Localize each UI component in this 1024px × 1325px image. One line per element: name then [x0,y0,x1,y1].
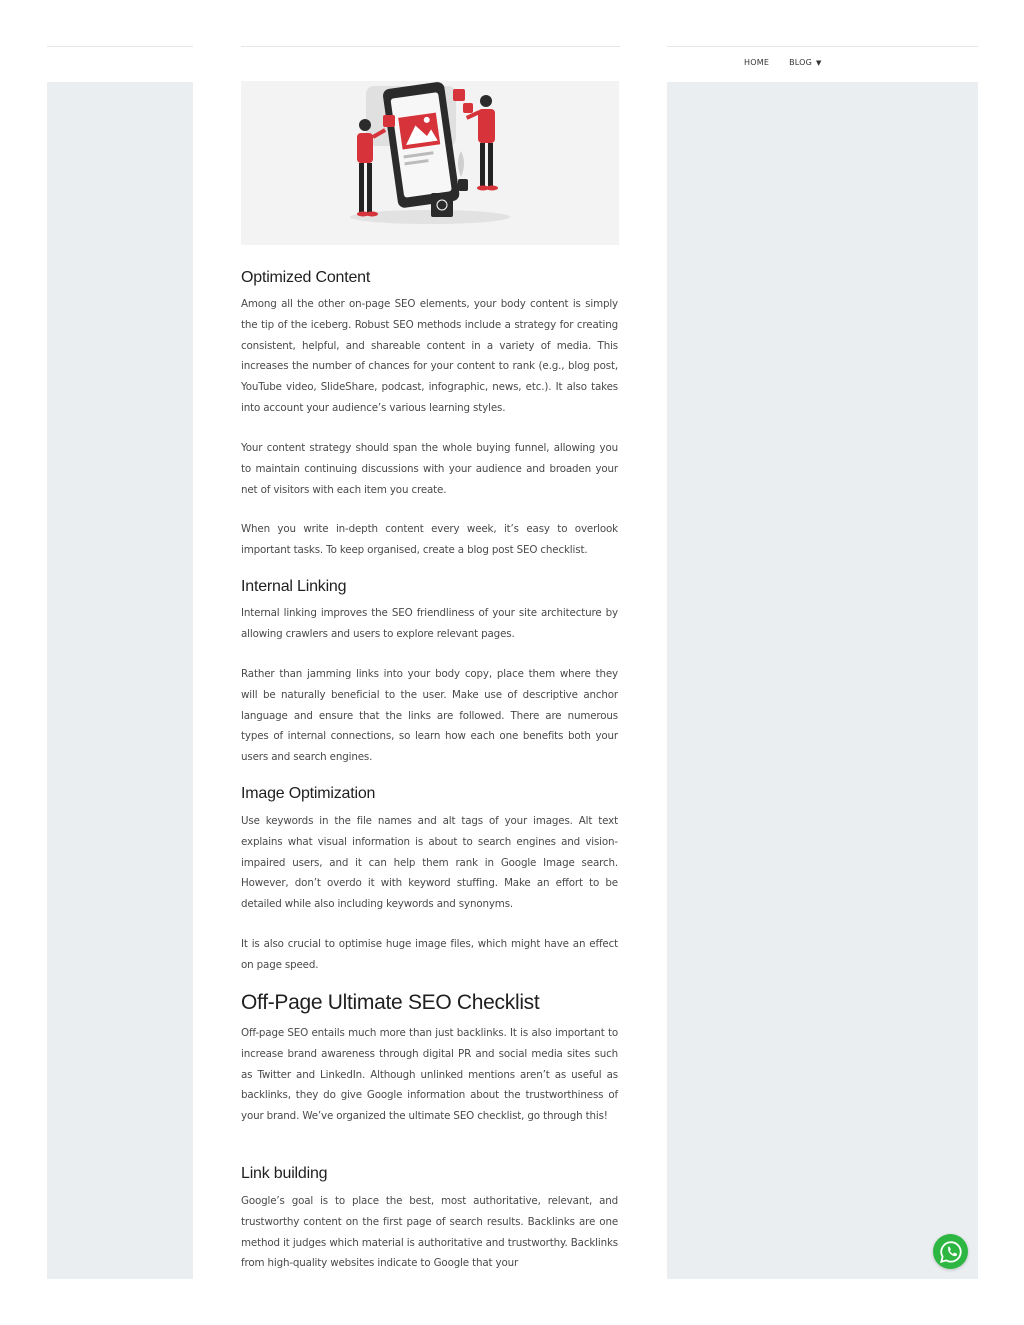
heading-optimized-content: Optimized Content [241,269,371,286]
nav-blog-dropdown[interactable] [789,58,822,67]
right-sidebar-background [667,81,978,1279]
header-left-segment [47,46,193,82]
paragraph: Among all the other on-page SEO elements, your body content is simply the tip of the iceberg. Robust SEO methods include a strategy for creating consistent, helpful, and shareable content in a variety of media. This increases the number of chances for your content to rank (e.g., blog post, YouTube video, SlideShare, podcast, infographic, news, etc.). It also takes into account your audience’s various learning styles. [241,298,618,414]
main-nav [744,58,842,67]
optimized-content-body-3 [241,519,618,561]
whatsapp-icon [939,1240,963,1264]
whatsapp-chat-button[interactable] [933,1234,968,1269]
section-optimized-content [241,269,618,287]
heading-link-building: Link building [241,1165,328,1182]
heading-off-page-checklist: Off-Page Ultimate SEO Checklist [241,991,540,1014]
internal-linking-body-2 [241,664,618,768]
heading-internal-linking: Internal Linking [241,578,347,595]
off-page-body [241,1023,618,1127]
paragraph: Google’s goal is to place the best, most authoritative, relevant, and trustworthy content on the first page of search results. Backlinks are one method it judges which material is authoritative and trustworthy. Backlinks from high-quality websites indicate to Google that your [241,1195,618,1270]
paragraph: Off-page SEO entails much more than just backlinks. It is also important to increase brand awareness through digital PR and social media sites such as Twitter and LinkedIn. Although unlinked mentions aren’t as useful as backlinks, they do give Google information about the trustworthiness of your brand. We’ve organized the ultimate SEO checklist, go through this! [241,1027,618,1123]
caret-down-icon: ▼ [816,59,822,67]
paragraph: Your content strategy should span the whole buying funnel, allowing you to maintain continuing discussions with your audience and broaden your net of visitors with each item you create. [241,442,618,496]
section-image-optimization [241,785,618,803]
paragraph: Rather than jamming links into your body copy, place them where they will be naturally beneficial to the user. Make use of descriptive anchor language and ensure that the links are followed. There are numerous types of internal connections, so learn how each one benefits both your users and search engines. [241,668,618,764]
paragraph: Internal linking improves the SEO friendliness of your site architecture by allowing crawlers and users to explore relevant pages. [241,607,618,640]
section-link-building [241,1165,618,1183]
seo-illustration-icon [241,81,619,245]
paragraph: Use keywords in the file names and alt tags of your images. Alt text explains what visual information is about to search engines and vision-impaired users, and it can help them rank in Google Image search. However, don’t overdo it with keyword stuffing. Make an effort to be detailed while also including keywords and synonyms. [241,815,618,911]
nav-blog-label: BLOG [789,58,813,67]
article-content [241,81,618,1270]
heading-image-optimization: Image Optimization [241,785,376,802]
image-optimization-body-2 [241,934,618,976]
internal-linking-body [241,603,618,645]
nav-home-link[interactable]: HOME [744,58,770,67]
header-center-segment [241,46,620,82]
optimized-content-body-2 [241,438,618,500]
link-building-body [241,1191,618,1279]
left-sidebar-background [47,81,193,1279]
section-internal-linking [241,578,618,596]
paragraph: When you write in-depth content every week, it’s easy to overlook important tasks. To keep organised, create a blog post SEO checklist. [241,523,618,556]
optimized-content-body [241,294,618,419]
paragraph: It is also crucial to optimise huge image files, which might have an effect on page speed. [241,938,618,971]
image-optimization-body [241,811,618,915]
section-off-page [241,991,618,1015]
hero-image [241,81,619,245]
